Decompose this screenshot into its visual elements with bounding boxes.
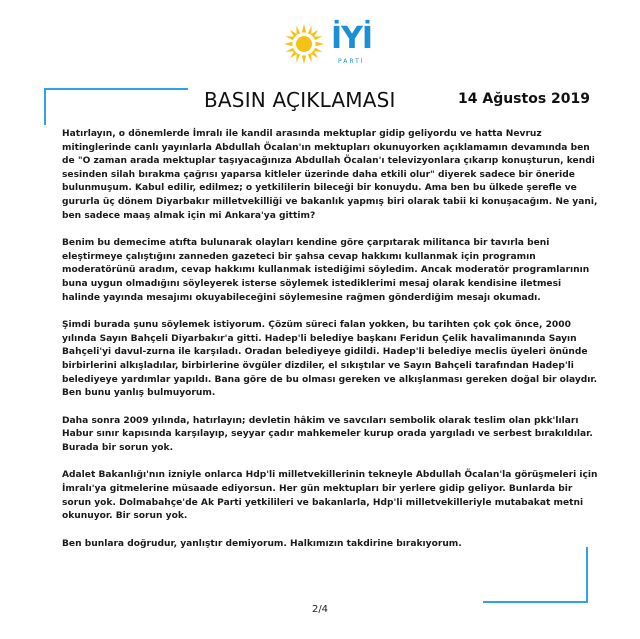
- paragraph: Adalet Bakanlığı'nın izniyle onlarca Hdp'li milletvekillerinin tekneyle Abdullah Öcalan'la görüşmeleri için İmralı'ya gitmelerine müsaade ediyorsun. Her gün mektupları bir yerlere gidip geliyor. Bunlarda bir sorun yok. Dolmabahçe'de Ak Parti yetkilileri ve bakanlarla, Hdp'li milletvekilleriyle mutabakat metni okunuyor. Bir sorun yok.: [62, 470, 598, 522]
- paragraph: Hatırlayın, o dönemlerde İmralı ile kandil arasında mektuplar gidip geliyordu ve hatta Nevruz mitinglerinde canlı yayınlarla Abdullah Öcalan'ın mektupları okunuyorken açıklamamın devamında ben de "O zaman arada mektuplar taşıyacağınıza Abdullah Öcalan'ı televizyonlara çıkarıp konuşturun, kendi sesinden silah bırakma çağrısı yaparsa kitleler üzerinde daha etkili olur" diyerek sadece bir öneride bulunmuşum. Kabul edilir, edilmez; o yetkililerin bileceği bir konuydu. Ama ben bu ülkede şerefle ve gururla üç dönem Diyarbakır milletvekilliği ve bakanlık yapmış biri olarak tabii ki konuşacağım. Ne yani, ben sadece maaş almak için mi Ankara'ya gittim?: [62, 129, 598, 221]
- sun-icon: [282, 22, 326, 66]
- release-date: 14 Ağustos 2019: [458, 91, 590, 107]
- page-title: BASIN AÇIKLAMASI: [204, 88, 396, 112]
- paragraph: Şimdi burada şunu söylemek istiyorum. Çözüm süreci falan yokken, bu tarihten çok çok önce, 2000 yılında Sayın Bahçeli Diyarbakır'a gitti. Hadep'li belediye başkanı Feridun Çelik havalimanında Sayın Bahçeli'yi davul-zurna ile karşıladı. Oradan belediyeye gidildi. Hadep'li belediye meclis üyeleri önünde birbirlerini alkışladılar, birbirlerine övgüler dizdiler, el sıkıştılar ve Sayın Bahçeli tarafından Hadep'li belediyeye yardımlar yapıldı. Bana göre de bu olması gereken ve alkışlanması gereken doğal bir olaydır. Ben bunu yanlış bulmuyorum.: [62, 320, 598, 399]
- logo-subtitle: PARTİ: [338, 58, 365, 65]
- header: [204, 88, 604, 116]
- logo-name: İYİ: [331, 21, 373, 56]
- frame-corner-top-left: [44, 88, 188, 125]
- paragraph: Benim bu demecime atıfta bulunarak olayları kendine göre çarpıtarak militanca bir tavırla beni eleştirmeye çalıştığını zanneden gazeteci bir şahsa cevap hakkımı kullanmak için programın moderatörünü aradım, cevap hakkımı kullanmak istediğimi söyledim. Ancak moderatör programlarının buna uygun olmadığını söyleyerek isterse söylemek istediklerimi mesaj olarak kendisine iletmesi halinde yayında mesajımı okuyabileceğini söylemesine rağmen gönderdiğim mesajı okumadı.: [62, 238, 590, 303]
- paragraph: Daha sonra 2009 yılında, hatırlayın; devletin hâkim ve savcıları sembolik olarak teslim olan pkk'lıları Habur sınır kapısında karşılayıp, seyyar çadır mahkemeler kurup orada yargıladı ve serbest bırakıldılar. Burada bir sorun yok.: [62, 415, 593, 453]
- party-logo: [282, 22, 372, 74]
- press-release-body: [62, 128, 600, 565]
- paragraph: Ben bunlara doğrudur, yanlıştır demiyorum. Halkımızın takdirine bırakıyorum.: [62, 538, 462, 549]
- page-number: 2/4: [311, 604, 329, 615]
